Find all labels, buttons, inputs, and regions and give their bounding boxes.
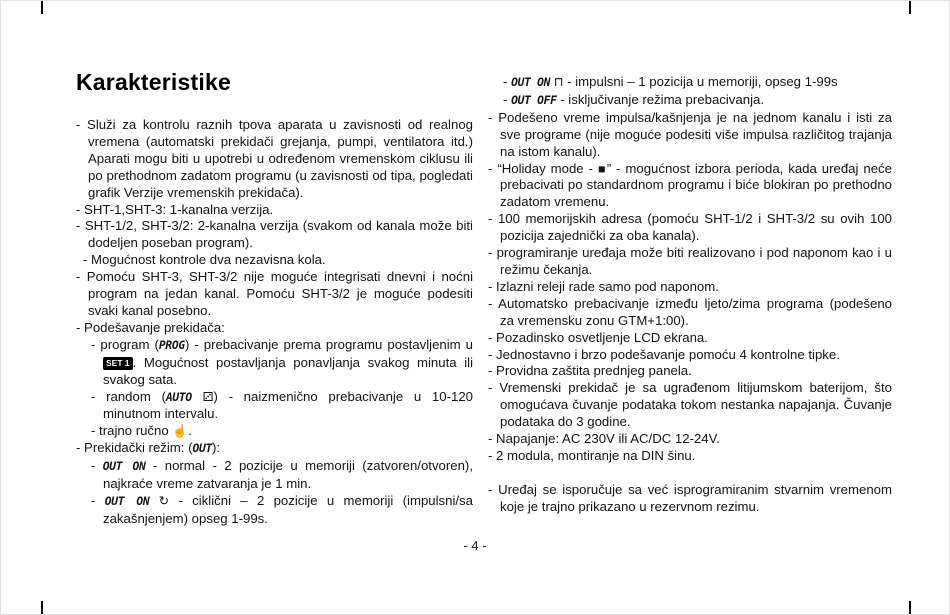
paragraph <box>76 202 473 219</box>
text-run: - random ( <box>91 388 166 404</box>
text-run: - 2 modula, montiranje na DIN šinu. <box>488 447 696 463</box>
lcd-label: OUT ON <box>511 76 551 89</box>
paragraph <box>91 337 473 389</box>
text-run: - programiranje uređaja može biti realizovano i pod naponom kao i u režimu čekanja. <box>488 245 892 277</box>
text-run: - Mogućnost kontrole dva nezavisna kola. <box>83 252 326 268</box>
cyclic-icon: ↻ <box>158 493 170 508</box>
paragraph <box>76 440 473 458</box>
text-run: - SHT-1/2, SHT-3/2: 2-kanalna verzija (svakom od kanala može biti dodeljen poseban program). <box>76 218 473 251</box>
text-run: - Napajanje: AC 230V ili AC/DC 12-24V. <box>488 431 720 447</box>
text-run: - 100 memorijskih adresa (pomoću SHT-1/2 i SHT-3/2 su ovih 100 pozicija zajednički za oba kanala). <box>488 211 892 244</box>
paragraph <box>91 493 473 528</box>
text-run: ” - mogućnost izbora perioda, kada uređaj neće prebacivati po standardnom programu i biće blokiran po prethodno zadatom vremenu. <box>500 160 892 210</box>
lcd-label: OUT ON <box>104 494 150 508</box>
text-run: - impulsni – 1 pozicija u memoriji, opseg 1-99s <box>563 74 838 89</box>
text-run: . <box>187 423 192 439</box>
text-run: . Mogućnost postavljanja ponavljanja svakog minuta ili svakog sata. <box>103 354 473 387</box>
crop-mark <box>909 1 911 14</box>
page-number: - 4 - <box>463 538 487 553</box>
paragraph <box>488 363 892 380</box>
lcd-label: OUT OFF <box>511 93 557 107</box>
manual-hand-icon: ☝ <box>172 424 188 439</box>
text-run: - <box>91 458 103 474</box>
text-run: - “Holiday mode - <box>488 160 598 176</box>
paragraph <box>503 92 892 110</box>
text-run: - <box>503 91 512 107</box>
paragraph <box>488 296 892 330</box>
paragraph <box>488 110 892 161</box>
text-run: - Služi za kontrolu raznih tpova aparata u zavisnosti od realnog vremena (automatski prekidači grejanja, pumpi, ventilatora itd.) Aparati mogu biti u upotrebi u određenom vremenskom ciklusu ili po prethodnom zadatom programu (u zavisnosti od tipa, pogledati grafik Verzije vremenskih prekidača). <box>76 117 473 200</box>
paragraph <box>503 74 892 92</box>
set-memory-icon: SET 1 <box>103 357 133 370</box>
paragraph <box>83 252 473 269</box>
lcd-label: AUTO <box>165 390 192 404</box>
text-run: - program ( <box>91 336 159 352</box>
paragraph <box>488 448 892 465</box>
text-run: - Pomoću SHT-3, SHT-3/2 nije moguće integrisati dnevni i noćni program na jedan kanal. Pomoću SHT-3/2 je moguće podesiti svaki kanal posebno. <box>76 269 473 318</box>
right-column <box>488 74 892 516</box>
page-title: Karakteristike <box>76 69 231 95</box>
paragraph <box>76 218 473 252</box>
text-run: - Izlazni releji rade samo pod naponom. <box>488 278 719 294</box>
impulse-icon: ⊓ <box>553 75 564 89</box>
paragraph <box>91 458 473 493</box>
paragraph <box>76 320 473 337</box>
text-run: - ciklični – 2 pozicije u memoriji (impulsni/sa zakašnjenjem) opseg 1-99s. <box>103 492 473 526</box>
paragraph <box>488 330 892 347</box>
text-run: - Podešavanje prekidača: <box>76 319 225 335</box>
text-run <box>149 493 158 508</box>
paragraph <box>91 423 473 440</box>
crop-mark <box>909 601 911 614</box>
left-column <box>76 69 473 528</box>
text-run: ) - naizmenično prebacivanje u 10-120 minutnom intervalu. <box>103 388 473 422</box>
paragraph <box>488 431 892 448</box>
text-run: - Pozadinsko osvetljenje LCD ekrana. <box>488 329 708 345</box>
text-run: - <box>91 492 105 508</box>
paragraph <box>488 211 892 245</box>
lcd-label: OUT ON <box>102 460 146 474</box>
text-run: - Providna zaštita prednjeg panela. <box>488 363 692 379</box>
paragraph <box>488 347 892 364</box>
paragraph <box>488 482 892 516</box>
text-run: - Podešeno vreme impulsa/kašnjenja je na jednom kanalu i isti za sve programe (nije moguće podesiti više impulsa različitog trajanja na istom kanalu). <box>488 109 892 159</box>
text-run: - normal - 2 pozicije u memoriji (zatvoren/otvoren), najkraće vreme zatvaranja je 1 min. <box>103 458 473 492</box>
lcd-label: PROG <box>158 338 185 352</box>
paragraph <box>91 389 473 424</box>
text-run: - Vremenski prekidač je sa ugrađenom litijumskom baterijom, što omogućava čuvanje podataka tokom nestanka napajanja. Čuvanje podataka do 3 godine. <box>488 380 892 430</box>
text-run: - Automatsko prebacivanje između ljeto/zima programa (podešeno za vremensku zonu GTM+1:00). <box>488 295 892 328</box>
paragraph <box>76 269 473 320</box>
crop-mark <box>41 601 43 614</box>
text-run: - Prekidački režim: ( <box>76 440 193 456</box>
text-run: - trajno ručno <box>91 423 173 439</box>
text-run: - SHT-1,SHT-3: 1-kanalna verzija. <box>76 201 274 217</box>
text-run: - Uređaj se isporučuje sa već isprogramiranim stvarnim vremenom koje je trajno prikazano u rezervnom rezimu. <box>488 481 892 514</box>
text-run: - Jednostavno i brzo podešavanje pomoću 4 kontrolne tipke. <box>488 346 840 362</box>
holiday-suitcase-icon: ■ <box>597 161 607 176</box>
paragraph <box>488 245 892 279</box>
paragraph <box>488 380 892 431</box>
paragraph <box>76 117 473 202</box>
lcd-label: OUT <box>192 442 213 456</box>
paragraph <box>488 161 892 212</box>
text-run <box>192 389 203 404</box>
text-run: ) - prebacivanje prema programu postavljenim u <box>184 336 474 352</box>
random-dice-icon: ⚂ <box>202 389 214 404</box>
crop-mark <box>41 1 43 14</box>
text-run: ): <box>212 440 221 456</box>
paragraph <box>488 279 892 296</box>
text-run: - <box>503 74 512 89</box>
text-run: - isključivanje režima prebacivanja. <box>556 91 764 107</box>
